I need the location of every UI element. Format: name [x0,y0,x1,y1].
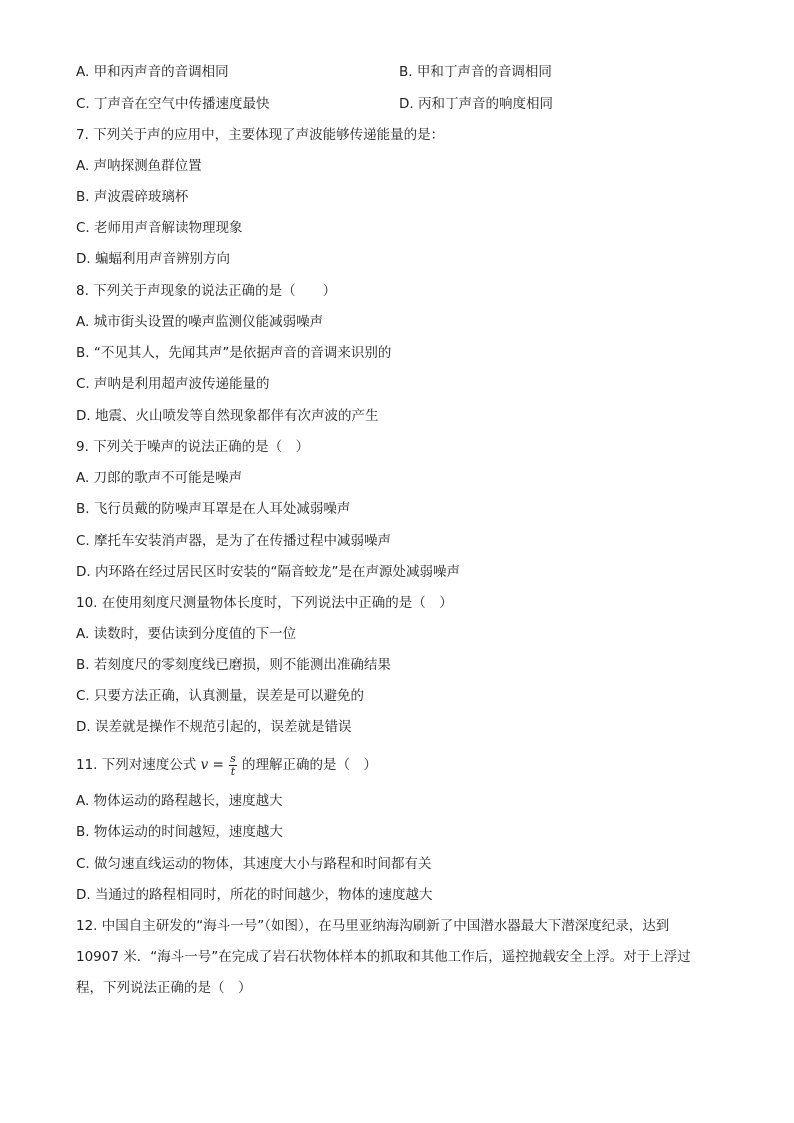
formula-lhs: v = [200,757,224,773]
q8-stem: 8. 下列关于声现象的说法正确的是（ ） [76,283,337,299]
formula-numerator: s [230,752,236,765]
q8-option-b: B. “不见其人，先闻其声”是依据声音的音调来识别的 [76,345,392,361]
q11-option-d: D. 当通过的路程相同时，所花的时间越少，物体的速度越大 [76,887,433,903]
q11-option-c: C. 做匀速直线运动的物体，其速度大小与路程和时间都有关 [76,856,432,872]
q6-option-a: A. 甲和丙声音的音调相同 [76,64,229,80]
q11-option-a: A. 物体运动的路程越长，速度越大 [76,793,283,809]
q6-option-c: C. 丁声音在空气中传播速度最快 [76,96,270,112]
q12-line-3: 程，下列说法正确的是（ ） [76,980,252,996]
q7-option-c: C. 老师用声音解读物理现象 [76,220,243,236]
q12-line-2: 10907 米．“海斗一号”在完成了岩石状物体样本的抓取和其他工作后，遥控抛载安全上浮。对于上浮过 [76,949,691,965]
q12-line-1: 12. 中国自主研发的“海斗一号”（如图），在马里亚纳海沟刷新了中国潜水器最大下潜深度纪录，达到 [76,918,670,934]
q8-option-c: C. 声呐是利用超声波传递能量的 [76,376,270,392]
formula-denominator: t [230,765,236,778]
q10-option-c: C. 只要方法正确，认真测量，误差是可以避免的 [76,688,365,704]
q7-option-a: A. 声呐探测鱼群位置 [76,158,202,174]
q6-option-b: B. 甲和丁声音的音调相同 [399,64,552,80]
q10-option-d: D. 误差就是操作不规范引起的，误差就是错误 [76,719,352,735]
q11-stem-pre: 11. 下列对速度公式 [76,757,197,773]
q11-stem-post: 的理解正确的是（ ） [242,757,378,773]
q10-stem: 10. 在使用刻度尺测量物体长度时，下列说法中正确的是（ ） [76,595,453,611]
q10-option-b: B. 若刻度尺的零刻度线已磨损，则不能测出准确结果 [76,657,391,673]
q7-option-b: B. 声波震碎玻璃杯 [76,189,189,205]
q10-option-a: A. 读数时，要估读到分度值的下一位 [76,626,297,642]
formula-fraction [229,753,237,778]
q11-stem [76,752,377,778]
q9-option-c: C. 摩托车安装消声器，是为了在传播过程中减弱噪声 [76,533,392,549]
velocity-formula [201,752,238,778]
q8-option-a: A. 城市街头设置的噪声监测仪能减弱噪声 [76,314,324,330]
q9-option-a: A. 刀郎的歌声不可能是噪声 [76,470,243,486]
q11-option-b: B. 物体运动的时间越短，速度越大 [76,824,283,840]
q7-stem: 7. 下列关于声的应用中，主要体现了声波能够传递能量的是： [76,127,445,143]
q7-option-d: D. 蝙蝠利用声音辨别方向 [76,251,230,267]
q9-option-d: D. 内环路在经过居民区时安装的“隔音蛟龙”是在声源处减弱噪声 [76,564,460,580]
q9-option-b: B. 飞行员戴的防噪声耳罩是在人耳处减弱噪声 [76,501,351,517]
q8-option-d: D. 地震、火山喷发等自然现象都伴有次声波的产生 [76,408,379,424]
q9-stem: 9. 下列关于噪声的说法正确的是（ ） [76,439,310,455]
q6-option-d: D. 丙和丁声音的响度相同 [399,96,553,112]
